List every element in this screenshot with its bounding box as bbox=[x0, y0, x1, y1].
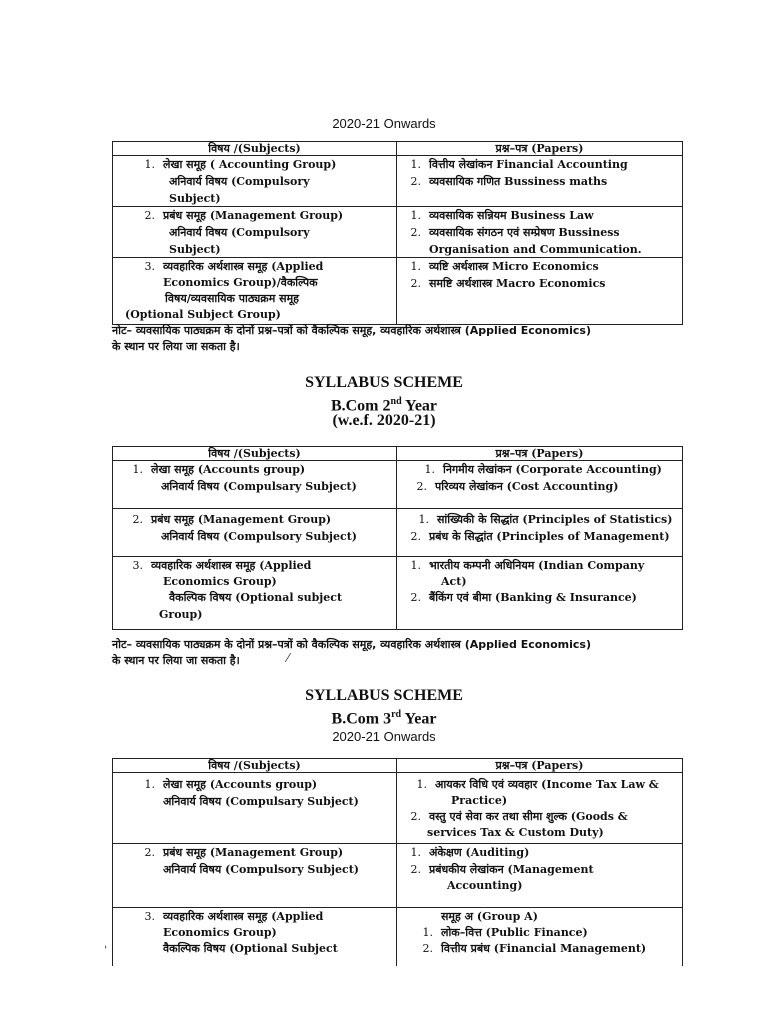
onwards-label: 2020-21 Onwards bbox=[332, 116, 436, 131]
row-text: 2. प्रबंध समूह (Management Group) bbox=[144, 209, 344, 222]
row-text: 2. प्रबंध समूह (Management Group) bbox=[132, 513, 332, 526]
table-row bbox=[113, 461, 683, 509]
section-wef-2: (w.e.f. 2020-21) bbox=[332, 412, 436, 429]
row-text: Subject) bbox=[169, 243, 221, 256]
paper-text: समूह अ (Group A) bbox=[441, 910, 538, 923]
paper-text: Accounting) bbox=[447, 879, 523, 892]
row-text: Economics Group) bbox=[163, 926, 277, 939]
paper-text: 2. वस्तु एवं सेवा कर तथा सीमा शुल्क (Goods & bbox=[410, 810, 628, 823]
row-text: वैकल्पिक विषय (Optional Subject bbox=[163, 942, 338, 955]
paper-text: 2. समष्टि अर्थशास्त्र Macro Economics bbox=[410, 277, 606, 290]
section-title-2: SYLLABUS SCHEME bbox=[305, 374, 463, 391]
section-title-3: SYLLABUS SCHEME bbox=[305, 687, 463, 704]
paper-text: 2. प्रबंध के सिद्धांत (Principles of Management) bbox=[410, 530, 670, 543]
subjects-table-2 bbox=[112, 446, 683, 630]
table-row bbox=[113, 207, 683, 258]
subjects-table-1 bbox=[112, 141, 683, 325]
paper-text: 2. व्यवसायिक संगठन एवं सम्प्रेषण Bussiness bbox=[410, 226, 620, 239]
paper-text: 1. लोक–वित्त (Public Finance) bbox=[422, 926, 588, 939]
row-text: 3. व्यवहारिक अर्थशास्त्र समूह (Applied bbox=[132, 559, 312, 572]
table-row bbox=[113, 844, 683, 908]
note-2: नोट– व्यवसायिक पाठ्यक्रम के दोनों प्रश्न–पत्रों को वैकल्पिक समूह, व्यवहारिक अर्थशास्त्र (Applied Economics) के स्थान पर लिया जा सकता है। bbox=[112, 638, 591, 667]
row-text: Subject) bbox=[169, 192, 221, 205]
row-text: अनिवार्य विषय (Compulsory bbox=[169, 175, 310, 188]
header-subjects: विषय /(Subjects) bbox=[113, 447, 397, 461]
paper-text: 1. व्यवसायिक सन्नियम Business Law bbox=[410, 209, 594, 222]
paper-text: 2. प्रबंधकीय लेखांकन (Management bbox=[410, 863, 594, 876]
table-row bbox=[113, 557, 683, 630]
paper-text: 2. वित्तीय प्रबंध (Financial Management) bbox=[422, 942, 647, 955]
note-1: नोट– व्यवसायिक पाठ्यक्रम के दोनों प्रश्न–पत्रों को वैकल्पिक समूह, व्यवहारिक अर्थशास्त्र (Applied Economics) के स्थान पर लिया जा सकता है। bbox=[112, 324, 591, 353]
row-text: अनिवार्य विषय (Compulsory Subject) bbox=[161, 530, 358, 543]
paper-text: 1. निगमीय लेखांकन (Corporate Accounting) bbox=[424, 463, 662, 476]
paper-text: Organisation and Communication. bbox=[429, 243, 642, 256]
row-text: Economics Group)/वैकल्पिक bbox=[163, 276, 318, 289]
table-row bbox=[113, 156, 683, 207]
row-text: अनिवार्य विषय (Compulsory bbox=[169, 226, 310, 239]
paper-text: 1. सांख्यिकी के सिद्धांत (Principles of Statistics) bbox=[418, 513, 673, 526]
row-text: अनिवार्य विषय (Compulsory Subject) bbox=[163, 863, 360, 876]
row-text: 2. प्रबंध समूह (Management Group) bbox=[144, 846, 344, 859]
row-text: 1. लेखा समूह (Accounts group) bbox=[132, 463, 306, 476]
paper-text: 1. अंकेक्षण (Auditing) bbox=[410, 846, 530, 859]
row-text: अनिवार्य विषय (Compulsary Subject) bbox=[161, 480, 357, 493]
row-text: 3. व्यवहारिक अर्थशास्त्र समूह (Applied bbox=[144, 260, 324, 273]
section-subtitle-2: B.Com 2nd Year bbox=[330, 396, 438, 415]
row-text: अनिवार्य विषय (Compulsary Subject) bbox=[163, 795, 359, 808]
paper-text: 1. आयकर विधि एवं व्यवहार (Income Tax Law & bbox=[416, 778, 659, 791]
section-subtitle-3: B.Com 3rd Year bbox=[331, 709, 437, 728]
row-text: Group) bbox=[159, 608, 203, 621]
header-subjects: विषय /(Subjects) bbox=[113, 142, 397, 156]
table-row bbox=[113, 908, 683, 967]
table-row bbox=[113, 773, 683, 844]
paper-text: Act) bbox=[441, 575, 467, 588]
paper-text: services Tax & Custom Duty) bbox=[427, 826, 604, 839]
row-text: (Optional Subject Group) bbox=[125, 308, 281, 321]
header-papers: प्रश्न–पत्र (Papers) bbox=[397, 142, 683, 156]
row-text: 1. लेखा समूह ( Accounting Group) bbox=[144, 158, 337, 171]
row-text: Economics Group) bbox=[163, 575, 277, 588]
paper-text: 2. व्यवसायिक गणित Bussiness maths bbox=[410, 175, 608, 188]
row-text: विषय/व्यवसायिक पाठ्यक्रम समूह bbox=[165, 292, 299, 305]
table-row bbox=[113, 509, 683, 557]
paper-text: 2. परिव्यय लेखांकन (Cost Accounting) bbox=[416, 480, 619, 493]
row-text: 3. व्यवहारिक अर्थशास्त्र समूह (Applied bbox=[144, 910, 324, 923]
paper-text: 1. वित्तीय लेखांकन Financial Accounting bbox=[410, 158, 628, 171]
paper-text: 2. बैंकिंग एवं बीमा (Banking & Insurance) bbox=[410, 591, 637, 604]
pen-mark: ⁄ bbox=[287, 651, 290, 665]
onwards-label: 2020-21 Onwards bbox=[332, 729, 436, 744]
row-text: वैकल्पिक विषय (Optional subject bbox=[169, 591, 343, 604]
header-subjects: विषय /(Subjects) bbox=[113, 759, 397, 773]
table-row bbox=[113, 258, 683, 325]
paper-text: Practice) bbox=[451, 794, 508, 807]
header-papers: प्रश्न–पत्र (Papers) bbox=[397, 447, 683, 461]
pen-mark: ˈ bbox=[104, 944, 108, 958]
paper-text: 1. व्यष्टि अर्थशास्त्र Micro Economics bbox=[410, 260, 599, 273]
subjects-table-3 bbox=[112, 758, 683, 966]
paper-text: 1. भारतीय कम्पनी अधिनियम (Indian Company bbox=[410, 559, 645, 572]
header-papers: प्रश्न–पत्र (Papers) bbox=[397, 759, 683, 773]
row-text: 1. लेखा समूह (Accounts group) bbox=[144, 778, 318, 791]
